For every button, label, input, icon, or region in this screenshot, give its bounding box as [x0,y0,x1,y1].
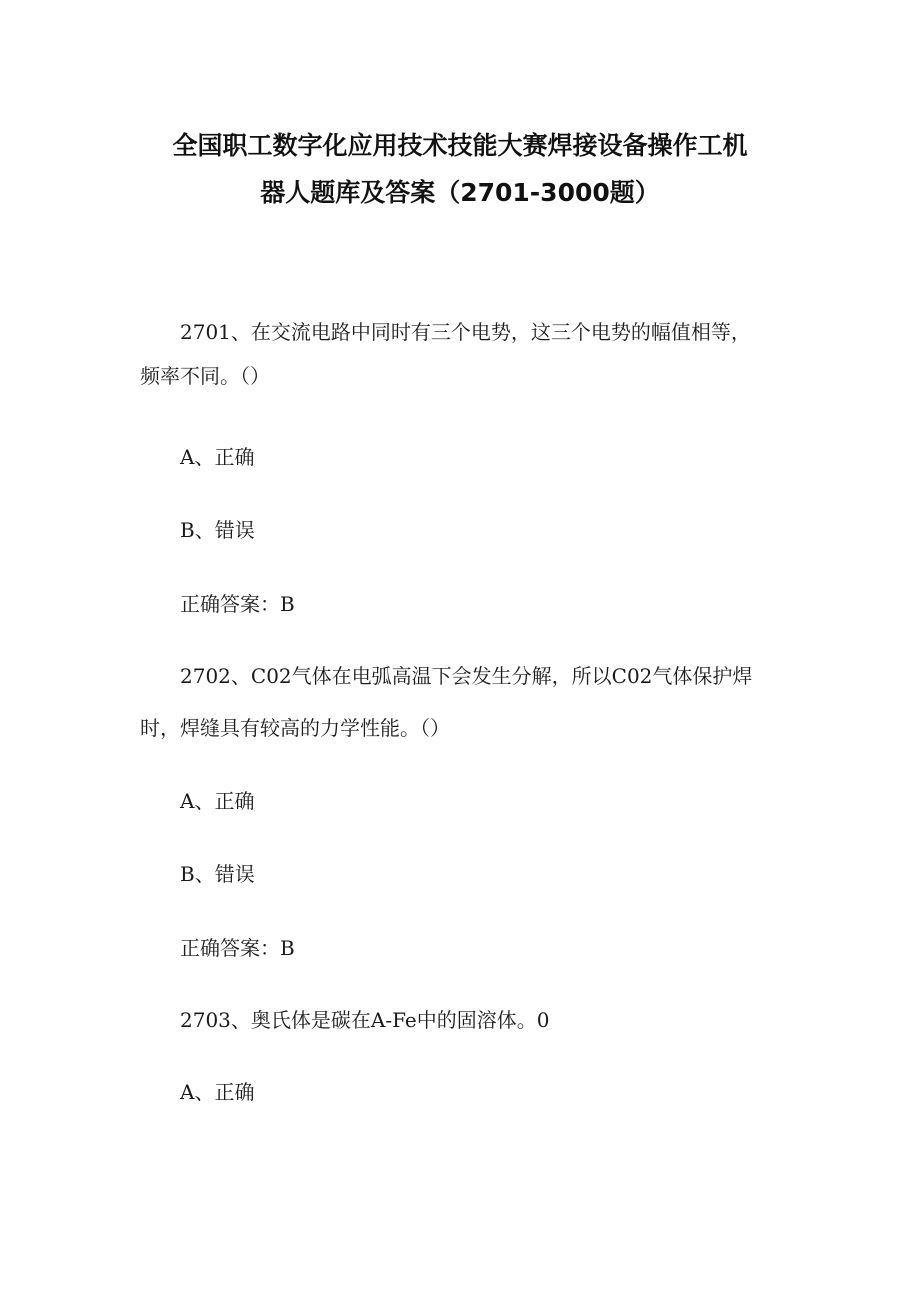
title-line-1: 全国职工数字化应用技术技能大赛焊接设备操作工机 [172,131,748,160]
question-2701-option-b: B、错误 [180,518,255,542]
question-2702-text-line2: 时，焊缝具有较高的力学性能。（） [140,716,450,740]
question-2701-answer: 正确答案：B [180,592,295,616]
question-2702-option-a: A、正确 [180,789,255,813]
question-2703-option-a: A、正确 [180,1080,255,1104]
question-2701-text-line1: 2701、在交流电路中同时有三个电势，这三个电势的幅值相等， [180,320,751,344]
document-title [0,122,920,216]
question-2701-option-a: A、正确 [180,445,255,469]
question-2702-text-line1: 2702、C02气体在电弧高温下会发生分解，所以C02气体保护焊 [180,664,753,688]
question-2701-text-line2: 频率不同。（） [140,364,270,388]
question-2703-text-line1: 2703、奥氏体是碳在A-Fe中的固溶体。0 [180,1008,550,1032]
question-2702-answer: 正确答案：B [180,936,295,960]
title-line-2: 器人题库及答案（2701-3000题） [260,178,660,207]
question-2702-option-b: B、错误 [180,862,255,886]
